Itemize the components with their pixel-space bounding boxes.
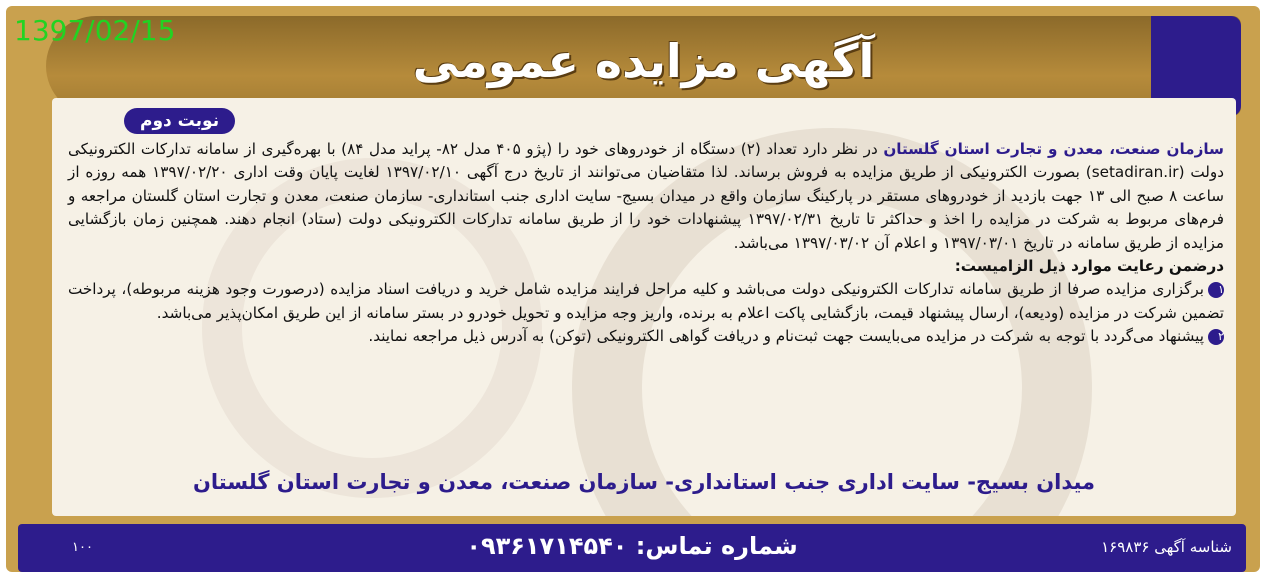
- page-number: ۱۰۰: [72, 540, 93, 555]
- organization-name: سازمان صنعت، معدن و تجارت استان گلستان: [883, 140, 1224, 158]
- notice-body-panel: [52, 98, 1236, 516]
- conditions-heading: درضمن رعایت موارد ذیل الزامیست:: [954, 257, 1224, 276]
- notice-footer: [18, 524, 1246, 572]
- date-stamp: 1397/02/15: [14, 14, 176, 47]
- condition-item-1: [68, 278, 1224, 325]
- ad-id: شناسه آگهی ۱۶۹۸۳۶: [1101, 538, 1232, 556]
- condition-item-2-text: پیشنهاد می‌گردد با توجه به شرکت در مزایده می‌بایست جهت ثبت‌نام و دریافت گواهی الکترونیکی (توکن) به آدرس ذیل مراجعه نمایند.: [368, 327, 1204, 346]
- condition-item-1-text: برگزاری مزایده صرفا از طریق سامانه تدارکات الکترونیکی دولت می‌باشد و کلیه مراحل فرایند مزایده شامل خرید و دریافت اسناد مزایده (درصورت وجود هزینه مربوطه)، پرداخت تضمین شرکت در مزایده (ودیعه)، ارسال پیشنهاد قیمت، بازگشایی پاکت اعلام به برنده، واریز وجه مزایده و تحویل خودرو در بستر سامانه از این طریق امکان‌پذیر می‌باشد.: [68, 280, 1224, 322]
- round-badge: نوبت دوم: [124, 108, 235, 134]
- intro-text: در نظر دارد تعداد (۲) دستگاه از خودروهای خود را (پژو ۴۰۵ مدل ۸۲- پراید مدل ۸۴) با بهره‌گیری از سامانه تدارکات الکترونیکی دولت (setadiran.ir) بصورت الکترونیکی از طریق مزایده به فروش برساند. لذا متقاضیان می‌توانند از تاریخ درج آگهی ۱۳۹۷/۰۲/۱۰ لغایت پایان وقت اداری ۱۳۹۷/۰۲/۲۰ همه روزه از ساعت ۸ صبح الی ۱۳ جهت بازدید از خودروهای مستقر در پارکینگ سازمان واقع در میدان بسیج- سایت اداری جنب استانداری- سازمان صنعت، معدن و تجارت استان گلستان مراجعه و فرم‌های مربوط به شرکت در مزایده را اخذ و حداکثر تا تاریخ ۱۳۹۷/۰۲/۳۱ پیشنهادات خود را از طریق سامانه تدارکات الکترونیکی دولت (ستاد) انجام دهند. همچنین زمان بازگشایی مزایده از طریق سامانه در تاریخ ۱۳۹۷/۰۳/۰۱ و اعلام آن ۱۳۹۷/۰۳/۰۲ می‌باشد.: [68, 140, 1225, 252]
- registration-address: میدان بسیج- سایت اداری جنب استانداری- سازمان صنعت، معدن و تجارت استان گلستان: [192, 470, 1096, 494]
- notice-body: [68, 138, 1224, 349]
- notice-title: آگهی مزایده عمومی: [412, 34, 875, 88]
- number-2-icon: ۲: [1208, 329, 1224, 345]
- condition-item-2: [68, 325, 1224, 348]
- intro-paragraph: [68, 138, 1224, 255]
- notice-frame: [6, 6, 1260, 572]
- number-1-icon: ۱: [1208, 282, 1224, 298]
- contact-number: شماره تماس: ۰۹۳۶۱۷۱۴۵۴۰: [466, 532, 798, 560]
